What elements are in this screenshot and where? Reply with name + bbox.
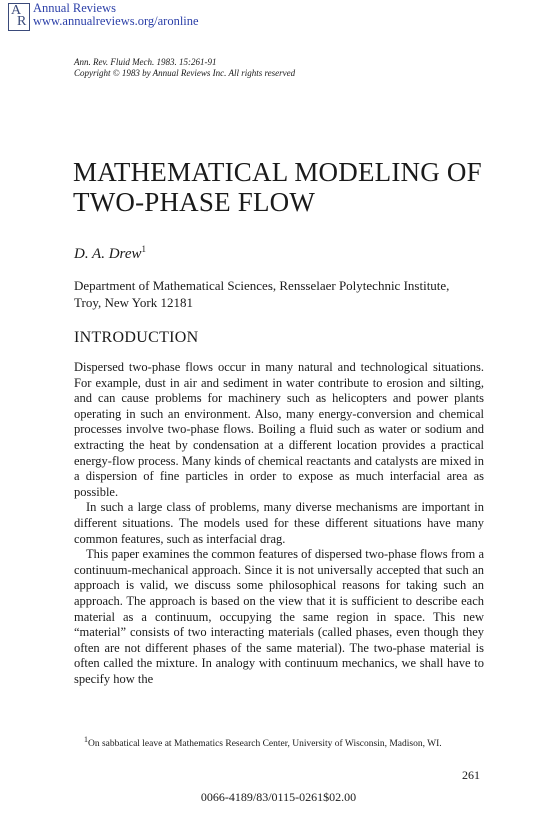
footnote-mark: 1	[84, 735, 88, 744]
citation-line-2: Copyright © 1983 by Annual Reviews Inc. All rights reserved	[74, 68, 296, 78]
author	[74, 244, 146, 263]
paragraph: This paper examines the common features of dispersed two-phase flows from a continuum-mechanical approach. Since it is not universally accepted that such an approach is valid, we discuss some philosophical reasons for taking such an approach. The approach is based on the view that it is sufficient to describe each material as a continuum, occupying the same region in space. This new “material” consists of two interacting materials (called phases, even though they often are not different phases of the same material). The two-phase material is often called the mixture. In analogy with continuum mechanics, we shall have to specify how the	[74, 547, 484, 686]
title-line-2: TWO-PHASE FLOW	[73, 187, 316, 217]
affiliation-line-1: Department of Mathematical Sciences, Rensselaer Polytechnic Institute,	[74, 278, 450, 293]
article-title	[73, 157, 482, 217]
publisher-header	[33, 2, 199, 28]
page-number: 261	[462, 768, 480, 782]
title-line-1: MATHEMATICAL MODELING OF	[73, 157, 482, 187]
footnote	[74, 733, 484, 751]
body-text	[74, 360, 484, 687]
publisher-url[interactable]: www.annualreviews.org/aronline	[33, 14, 199, 28]
paragraph: Dispersed two-phase flows occur in many natural and technological situations. For example, dust in air and sediment in water contribute to erosion and silting, and can cause problems for machinery such as helicopters and power plants operating in such an environment. Also, many energy-conversion and chemical processes involve two-phase flows. Boiling a fluid such as water or sodium and extracting the heat by condensation at a different location provides a practical energy-flow process. Many kinds of chemical reactants and catalysts are mixed in a dispersion of fine particles in order to expose as much interfacial area as possible.	[74, 360, 484, 499]
citation-line-1: Ann. Rev. Fluid Mech. 1983. 15:261-91	[74, 57, 217, 67]
affiliation-line-2: Troy, New York 12181	[74, 295, 193, 310]
author-footnote-mark: 1	[141, 244, 146, 254]
author-name: D. A. Drew	[74, 246, 142, 262]
citation	[74, 57, 295, 79]
paragraph: In such a large class of problems, many diverse mechanisms are important in different situations. The models used for these different situations have many common features, such as interfacial drag.	[74, 500, 484, 546]
article-code: 0066-4189/83/0115-0261$02.00	[200, 790, 357, 804]
footnote-text: On sabbatical leave at Mathematics Research Center, University of Wisconsin, Madison, WI.	[87, 739, 442, 750]
section-heading: INTRODUCTION	[74, 329, 199, 346]
publisher-name: Annual Reviews	[33, 1, 116, 15]
affiliation	[74, 277, 489, 311]
annual-reviews-logo-icon: A R	[8, 3, 30, 31]
